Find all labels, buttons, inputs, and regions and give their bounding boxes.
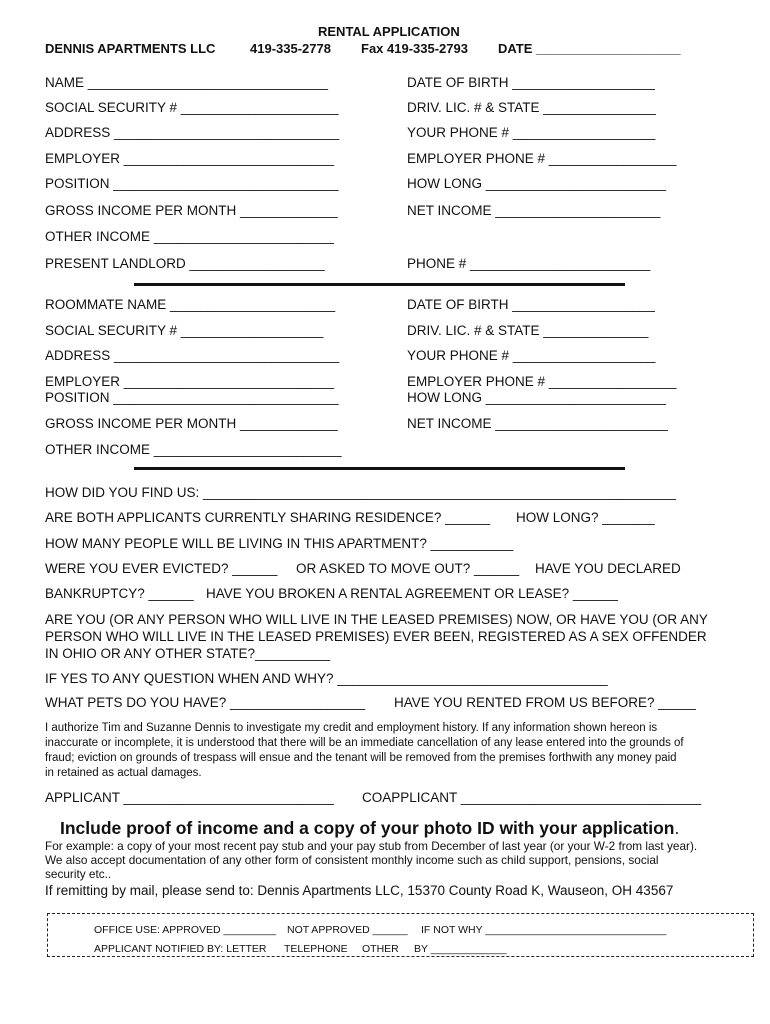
- roommate-how-long-field[interactable]: HOW LONG ________________________: [407, 390, 666, 405]
- roommate-gross-income-field[interactable]: GROSS INCOME PER MONTH _____________: [45, 416, 338, 431]
- mailing-address: If remitting by mail, please send to: Dennis Apartments LLC, 15370 County Road K, Wauseon, OH 43567: [45, 883, 674, 898]
- office-not-approved-field[interactable]: NOT APPROVED ______: [287, 924, 408, 936]
- office-notified-letter[interactable]: APPLICANT NOTIFIED BY: LETTER: [94, 943, 267, 955]
- name-field[interactable]: NAME ________________________________: [45, 75, 329, 90]
- company-name: DENNIS APARTMENTS LLC: [45, 41, 216, 56]
- office-notified-by-field[interactable]: BY _____________: [414, 943, 507, 955]
- present-landlord-field[interactable]: PRESENT LANDLORD __________________: [45, 256, 325, 271]
- proof-example-line: security etc..: [45, 867, 112, 881]
- bankruptcy-field[interactable]: BANKRUPTCY? ______: [45, 586, 194, 601]
- form-title: RENTAL APPLICATION: [318, 24, 460, 39]
- sex-offender-field[interactable]: IN OHIO OR ANY OTHER STATE?__________: [45, 646, 331, 661]
- sex-offender-question-line-2: PERSON WHO WILL LIVE IN THE LEASED PREMISES) EVER BEEN, REGISTERED AS A SEX OFFENDER: [45, 629, 707, 644]
- coapplicant-signature-field[interactable]: COAPPLICANT ________________________________: [362, 790, 702, 805]
- roommate-date-of-birth-field[interactable]: DATE OF BIRTH ___________________: [407, 297, 655, 312]
- roommate-drivers-license-field[interactable]: DRIV. LIC. # & STATE ______________: [407, 323, 649, 338]
- roommate-net-income-field[interactable]: NET INCOME _______________________: [407, 416, 668, 431]
- sharing-how-long-field[interactable]: HOW LONG? _______: [516, 510, 655, 525]
- if-yes-explain-field[interactable]: IF YES TO ANY QUESTION WHEN AND WHY? ____________________________________: [45, 671, 608, 686]
- pets-field[interactable]: WHAT PETS DO YOU HAVE? __________________: [45, 695, 366, 710]
- sharing-residence-field[interactable]: ARE BOTH APPLICANTS CURRENTLY SHARING RESIDENCE? ______: [45, 510, 491, 525]
- proof-example-line: For example: a copy of your most recent pay stub and your pay stub from December of last year (or your W-2 from last year).: [45, 839, 698, 853]
- roommate-employer-field[interactable]: EMPLOYER ____________________________: [45, 374, 334, 389]
- roommate-name-field[interactable]: ROOMMATE NAME ______________________: [45, 297, 336, 312]
- broken-lease-field[interactable]: HAVE YOU BROKEN A RENTAL AGREEMENT OR LEASE? ______: [206, 586, 618, 601]
- proof-heading: [60, 817, 679, 839]
- number-of-people-field[interactable]: HOW MANY PEOPLE WILL BE LIVING IN THIS APARTMENT? ___________: [45, 536, 514, 551]
- social-security-field[interactable]: SOCIAL SECURITY # _____________________: [45, 100, 339, 115]
- gross-income-field[interactable]: GROSS INCOME PER MONTH _____________: [45, 203, 338, 218]
- proof-example-line: We also accept documentation of any other form of consistent monthly income such as child support, pensions, social: [45, 853, 659, 867]
- proof-heading-period: .: [674, 818, 680, 838]
- position-field[interactable]: POSITION ______________________________: [45, 176, 339, 191]
- date-field[interactable]: DATE ____________________: [498, 41, 681, 56]
- office-if-not-why-field[interactable]: IF NOT WHY _______________________________: [421, 924, 667, 936]
- roommate-address-field[interactable]: ADDRESS ______________________________: [45, 348, 340, 363]
- proof-heading-text: Include proof of income and a copy of your photo ID with your application: [60, 818, 675, 838]
- drivers-license-field[interactable]: DRIV. LIC. # & STATE _______________: [407, 100, 656, 115]
- address-field[interactable]: ADDRESS ______________________________: [45, 125, 340, 140]
- rented-before-field[interactable]: HAVE YOU RENTED FROM US BEFORE? _____: [394, 695, 696, 710]
- office-notified-other[interactable]: OTHER: [362, 943, 399, 955]
- roommate-other-income-field[interactable]: OTHER INCOME _________________________: [45, 442, 342, 457]
- authorization-line: I authorize Tim and Suzanne Dennis to investigate my credit and employment history. If any information shown hereon is: [45, 722, 658, 734]
- company-fax: Fax 419-335-2793: [361, 41, 468, 56]
- office-approved-field[interactable]: OFFICE USE: APPROVED _________: [94, 924, 277, 936]
- roommate-social-security-field[interactable]: SOCIAL SECURITY # ___________________: [45, 323, 324, 338]
- sex-offender-question-line-1: ARE YOU (OR ANY PERSON WHO WILL LIVE IN THE LEASED PREMISES) NOW, OR HAVE YOU (OR ANY: [45, 612, 708, 627]
- office-notified-telephone[interactable]: TELEPHONE: [284, 943, 348, 955]
- how-found-us-field[interactable]: HOW DID YOU FIND US: _______________________________________________________________: [45, 485, 677, 500]
- employer-field[interactable]: EMPLOYER ____________________________: [45, 151, 334, 166]
- authorization-line: inaccurate or incomplete, it is understood that there will be an immediate cancellation of any lease entered into the grounds of: [45, 737, 684, 749]
- how-long-field[interactable]: HOW LONG ________________________: [407, 176, 666, 191]
- date-of-birth-field[interactable]: DATE OF BIRTH ___________________: [407, 75, 655, 90]
- net-income-field[interactable]: NET INCOME ______________________: [407, 203, 661, 218]
- other-income-field[interactable]: OTHER INCOME ________________________: [45, 229, 334, 244]
- roommate-phone-field[interactable]: YOUR PHONE # ___________________: [407, 348, 656, 363]
- your-phone-field[interactable]: YOUR PHONE # ___________________: [407, 125, 656, 140]
- authorization-line: in retained as actual damages.: [45, 767, 202, 779]
- applicant-signature-field[interactable]: APPLICANT ____________________________: [45, 790, 334, 805]
- section-divider: [134, 467, 625, 470]
- employer-phone-field[interactable]: EMPLOYER PHONE # _________________: [407, 151, 677, 166]
- asked-to-move-field[interactable]: OR ASKED TO MOVE OUT? ______: [296, 561, 520, 576]
- landlord-phone-field[interactable]: PHONE # ________________________: [407, 256, 651, 271]
- authorization-line: fraud; eviction on grounds of trespass will ensue and the tenant will be removed from the premises forthwith any money paid: [45, 752, 677, 764]
- declared-label: HAVE YOU DECLARED: [535, 561, 681, 576]
- roommate-employer-phone-field[interactable]: EMPLOYER PHONE # _________________: [407, 374, 677, 389]
- company-phone: 419-335-2778: [250, 41, 331, 56]
- section-divider: [134, 283, 625, 286]
- roommate-position-field[interactable]: POSITION ______________________________: [45, 390, 339, 405]
- evicted-field[interactable]: WERE YOU EVER EVICTED? ______: [45, 561, 278, 576]
